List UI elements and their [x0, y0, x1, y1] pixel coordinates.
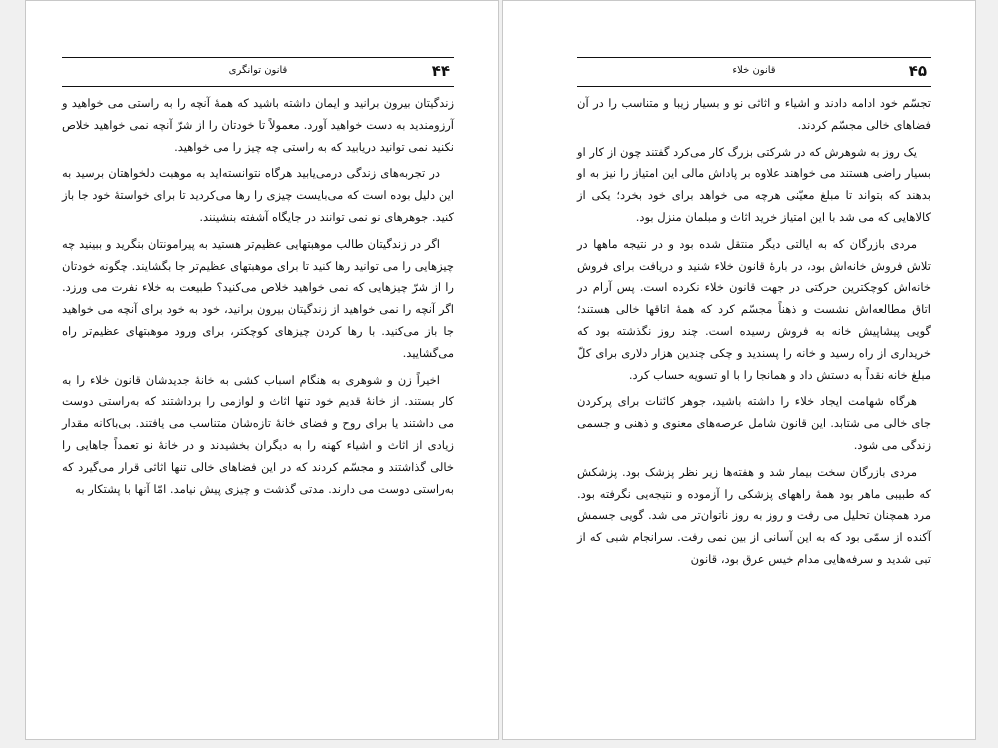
left-paragraph-1: زندگیتان بیرون برانید و ایمان داشته باشید که همهٔ آنچه را به راستی می خواهید و آرزومندید به دست خواهید آورد. معمولاً تا خودتان را از شرّ آنچه نمی خواهید خلاص نکنید نمی توانید دریابید که به راستی چه چیز را می خواهید.: [62, 96, 454, 154]
right-page-number: ۴۵: [908, 62, 927, 80]
right-page-body: [577, 93, 931, 576]
left-paragraph-2: در تجربه‌های زندگی درمی‌یابید هرگاه نتوانسته‌اید به موهبت دلخواهتان برسید به این دلیل بوده است که می‌بایست چیزی را رها می‌کردید تا برای خواستهٔ خود جا باز کنید. جوهرهای نو نمی توانند در جایگاه آشفته بنشینند.: [62, 166, 454, 224]
right-paragraph-3: مردی بازرگان که به ایالتی دیگر منتقل شده بود و در نتیجه ماهها در تلاش فروش خانه‌اش بود، در بارهٔ قانون خلاء شنید و دریافت برای فروش خانه‌اش کوچکترین حرکتی در جهت قانون خلاء نکرده است. پس آرام در اتاق مطالعه‌اش نشست و ذهناً مجسّم کرد که همهٔ اتاقها خالی هستند؛ گویی پیشاپیش خانه به فروش رسیده است. چند روز نگذشته بود که خریداری از راه رسید و خانه را پسندید و چکی چندین هزار دلاری برای کلّ مبلغ خانه نقداً به دستش داد و همانجا را با او تسویه حساب کرد.: [577, 236, 931, 382]
right-paragraph-1: تجسّم خود ادامه دادند و اشیاء و اثاثی نو و بسیار زیبا و متناسب را در آن فضاهای خالی مجسّم کردند.: [577, 96, 931, 132]
right-page-header: [577, 57, 931, 87]
left-page-header: [62, 57, 454, 87]
left-paragraph-3: اگر در زندگیتان طالب موهبتهایی عظیم‌تر هستید به پیرامونتان بنگرید و ببینید چه چیزهایی را می توانید رها کنید تا برای موهبتهای عظیم‌تر جا بگشایند. چگونه خودتان را از شرّ چیزهایی که نمی خواهید خلاص می‌کنید؟ طبیعت به خلاء نفرت می ورزد. اگر آنچه را نمی خواهید از زندگیتان بیرون برانید، خود به خود برای آنچه می خواهید جا باز می‌کنید. با رها کردن چیزهای کوچکتر، برای ورود موهبتهای عظیم‌تر راه می‌گشایید.: [62, 236, 454, 360]
right-paragraph-2: یک روز به شوهرش که در شرکتی بزرگ کار می‌کرد گفتند چون از کار او بسیار راضی هستند می خواهند علاوه بر پاداش مالی این امتیاز را نیز به او بدهند که بتواند تا مبلغ معیّنی هرچه می خواهد برای خود بخرد؛ یکی از کالاهایی که می شد با این امتیاز خرید اثاث و مبلمان منزل بود.: [577, 144, 931, 224]
right-running-title: قانون خلاء: [732, 65, 776, 76]
left-page: [25, 0, 499, 740]
right-paragraph-4: هرگاه شهامت ایجاد خلاء را داشته باشید، جوهر کائنات برای پرکردن جای خالی می شتابد. این قانون شامل عرصه‌های معنوی و ذهنی و جسمی زندگی می شود.: [577, 394, 931, 452]
left-running-title: قانون توانگری: [228, 65, 288, 76]
left-page-body: [62, 93, 454, 505]
left-page-number: ۴۴: [431, 62, 450, 80]
right-paragraph-5: مردی بازرگان سخت بیمار شد و هفته‌ها زیر نظر پزشک بود. پزشکش که طبیبی ماهر بود همهٔ راههای پزشکی را آزموده و نتیجه‌یی نگرفته بود. مرد همچنان تحلیل می رفت و روز به روز ناتوان‌تر می شد. گویی جسمش آکنده از سمّی بود که به این آسانی از بین نمی رفت. سرانجام شبی که از تبی شدید و سرفه‌هایی مدام خیس عرق بود، قانون: [577, 464, 931, 566]
left-paragraph-4: اخیراً زن و شوهری به هنگام اسباب کشی به خانهٔ جدیدشان قانون خلاء را به کار بستند. از خانهٔ قدیم خود تنها اثاث و لوازمی را برداشتند که به‌راستی دوست می داشتند یا برای روح و فضای خانهٔ تازه‌شان متناسب می یافتند. بی‌باکانه مقدار زیادی از اثاث و اشیاء کهنه را به دیگران بخشیدند و در خانهٔ نو تعمداً جاهایی را خالی گذاشتند و مجسّم کردند که در این فضاهای خالی تنها اثاثی قرار می‌گیرد که به‌راستی دوست می دارند. مدتی گذشت و چیزی پیش نیامد. امّا آنها با پشتکار به: [62, 372, 454, 496]
right-page: [502, 0, 976, 740]
